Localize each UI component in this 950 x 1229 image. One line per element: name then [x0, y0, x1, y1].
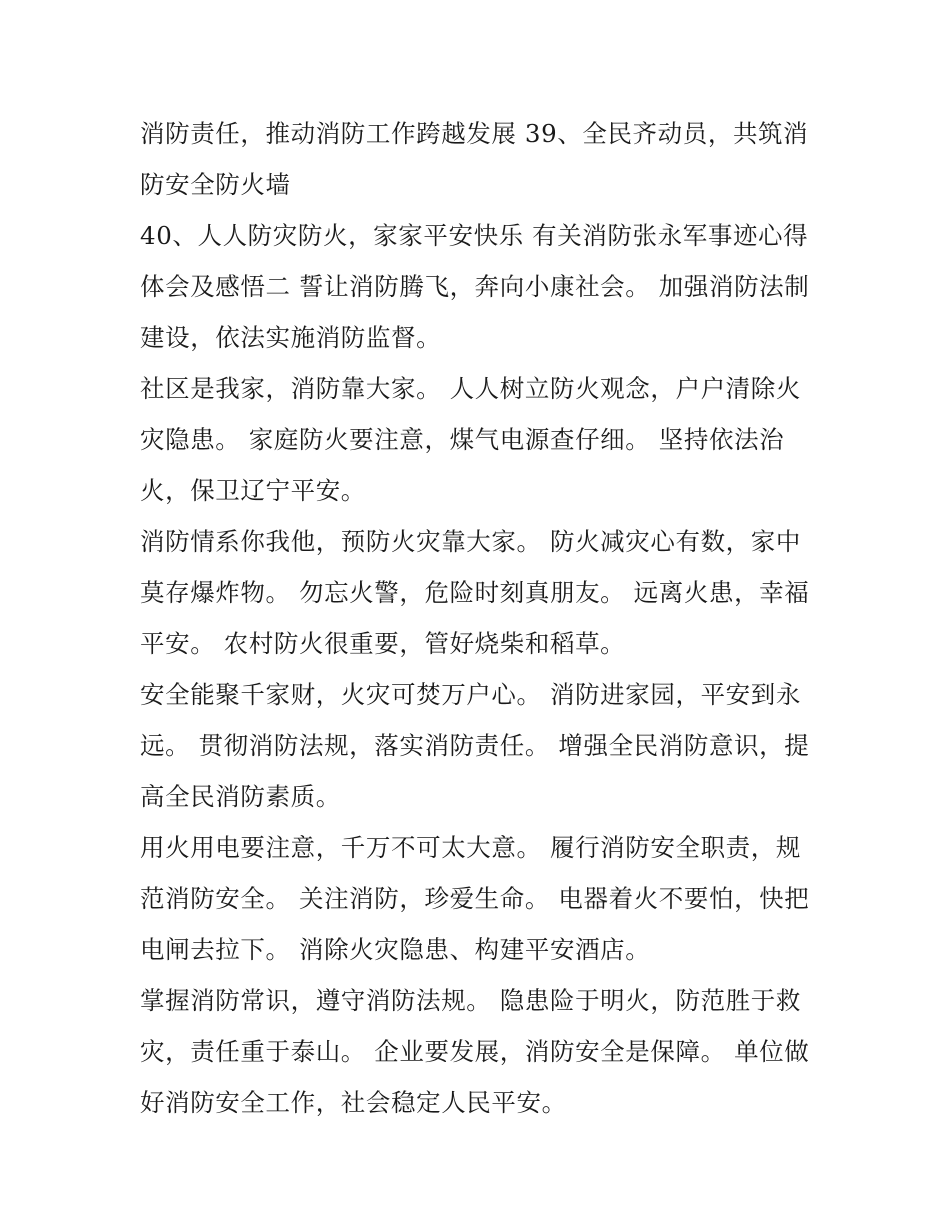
paragraph-2: 40、人人防灾防火，家家平安快乐 有关消防张永军事迹心得体会及感悟二 誓让消防腾飞，奔向小康社会。 加强消防法制建设，依法实施消防监督。 — [140, 221, 810, 352]
paragraph-1: 消防责任，推动消防工作跨越发展 39、全民齐动员，共筑消防安全防火墙 — [140, 119, 809, 199]
paragraph-5: 安全能聚千家财，火灾可焚万户心。 消防进家园，平安到永远。 贯彻消防法规，落实消防责任。 增强全民消防意识，提高全民消防素质。 — [140, 680, 810, 811]
paragraph-3: 社区是我家，消防靠大家。 人人树立防火观念，户户清除火灾隐患。 家庭防火要注意，煤气电源查仔细。 坚持依法治火，保卫辽宁平安。 — [140, 374, 801, 505]
paragraph-7: 掌握消防常识，遵守消防法规。 隐患险于明火，防范胜于救灾，责任重于泰山。 企业要发展，消防安全是保障。 单位做好消防安全工作，社会稳定人民平安。 — [140, 986, 810, 1117]
document-body — [140, 108, 810, 1128]
paragraph-6: 用火用电要注意，千万不可太大意。 履行消防安全职责，规范消防安全。 关注消防，珍爱生命。 电器着火不要怕，快把电闸去拉下。 消除火灾隐患、构建平安酒店。 — [140, 833, 810, 964]
paragraph-4: 消防情系你我他，预防火灾靠大家。 防火减灾心有数，家中莫存爆炸物。 勿忘火警，危险时刻真朋友。 远离火患，幸福平安。 农村防火很重要，管好烧柴和稻草。 — [140, 527, 810, 658]
